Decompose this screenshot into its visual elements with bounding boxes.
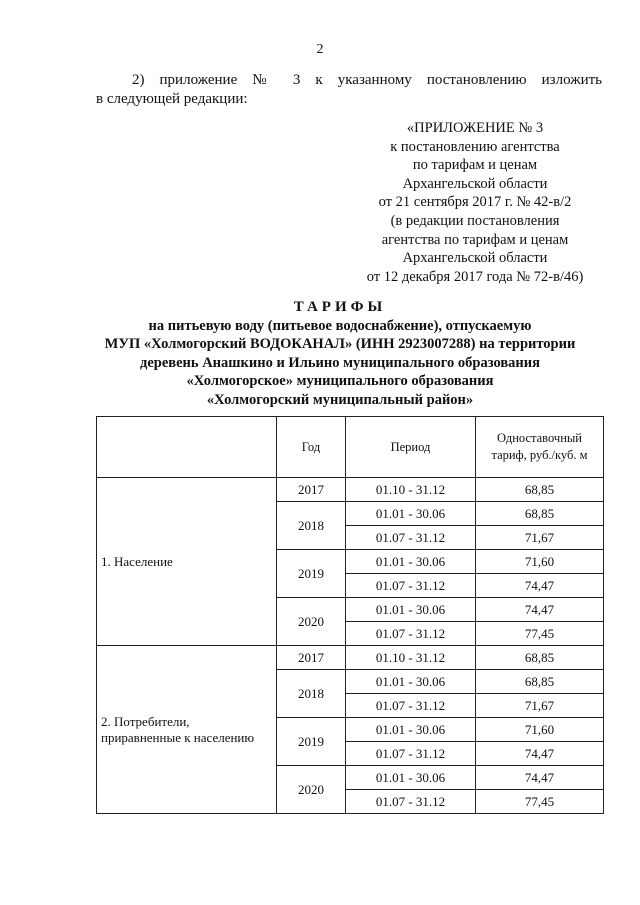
appendix-line: по тарифам и ценам [412,157,538,174]
tariff-cell: 68,85 [476,646,604,670]
period-cell: 01.07 - 31.12 [346,790,476,814]
title-line: «Холмогорское» муниципального образования [186,373,494,390]
period-cell: 01.10 - 31.12 [346,646,476,670]
year-cell: 2017 [277,646,346,670]
document-title [60,298,620,410]
page-number: 2 [316,42,324,57]
appendix-line: от 12 декабря 2017 года № 72-в/46) [366,268,584,285]
appendix-line: от 21 сентября 2017 г. № 42-в/2 [378,194,572,211]
period-cell: 01.10 - 31.12 [346,478,476,502]
tariff-cell: 77,45 [476,622,604,646]
table-row [97,478,604,502]
title-heading: ТАРИФЫ [293,299,387,315]
year-cell: 2020 [277,598,346,646]
header-period: Период [346,417,476,478]
appendix-line: (в редакции постановления [390,212,560,229]
tariff-cell: 68,85 [476,478,604,502]
period-cell: 01.07 - 31.12 [346,574,476,598]
year-cell: 2018 [277,670,346,718]
period-cell: 01.07 - 31.12 [346,694,476,718]
tariff-cell: 74,47 [476,742,604,766]
year-cell: 2018 [277,502,346,550]
tariff-cell: 77,45 [476,790,604,814]
appendix-line: «ПРИЛОЖЕНИЕ № 3 [406,120,544,136]
tariff-cell: 74,47 [476,766,604,790]
period-cell: 01.01 - 30.06 [346,502,476,526]
tariff-cell: 74,47 [476,574,604,598]
year-cell: 2019 [277,718,346,766]
intro-paragraph-line-2: в следующей редакции: [96,91,248,107]
year-cell: 2020 [277,766,346,814]
table-row [97,646,604,670]
table-header-row [97,417,604,478]
appendix-line: Архангельской области [402,250,548,267]
appendix-line: агентства по тарифам и ценам [381,231,569,248]
period-cell: 01.07 - 31.12 [346,526,476,550]
title-line: МУП «Холмогорский ВОДОКАНАЛ» (ИНН 2923007288) на территории [104,336,576,353]
year-cell: 2019 [277,550,346,598]
period-cell: 01.01 - 30.06 [346,718,476,742]
intro-paragraph-line-1: 2) приложение № 3 к указанному постановлению изложить [132,72,602,88]
tariff-cell: 74,47 [476,598,604,622]
period-cell: 01.07 - 31.12 [346,622,476,646]
tariff-cell: 71,67 [476,526,604,550]
year-cell: 2017 [277,478,346,502]
tariff-cell: 71,67 [476,694,604,718]
period-cell: 01.07 - 31.12 [346,742,476,766]
title-line: деревень Анашкино и Ильино муниципального образования [140,354,540,371]
tariff-cell: 68,85 [476,670,604,694]
header-consumer [97,417,277,478]
header-year: Год [277,417,346,478]
period-cell: 01.01 - 30.06 [346,766,476,790]
period-cell: 01.01 - 30.06 [346,670,476,694]
appendix-reference-block [330,119,620,286]
consumer-category: 2. Потребители, приравненные к населению [97,646,277,814]
appendix-line: Архангельской области [402,175,548,192]
tariff-cell: 71,60 [476,718,604,742]
tariff-table [96,416,604,814]
tariff-cell: 68,85 [476,502,604,526]
period-cell: 01.01 - 30.06 [346,598,476,622]
period-cell: 01.01 - 30.06 [346,550,476,574]
tariff-cell: 71,60 [476,550,604,574]
title-line: на питьевую воду (питьевое водоснабжение), отпускаемую [148,317,532,334]
title-line: «Холмогорский муниципальный район» [206,391,474,408]
header-tariff: Одноставочный тариф, руб./куб. м [476,417,604,478]
appendix-line: к постановлению агентства [390,138,560,155]
consumer-category: 1. Население [97,478,277,646]
